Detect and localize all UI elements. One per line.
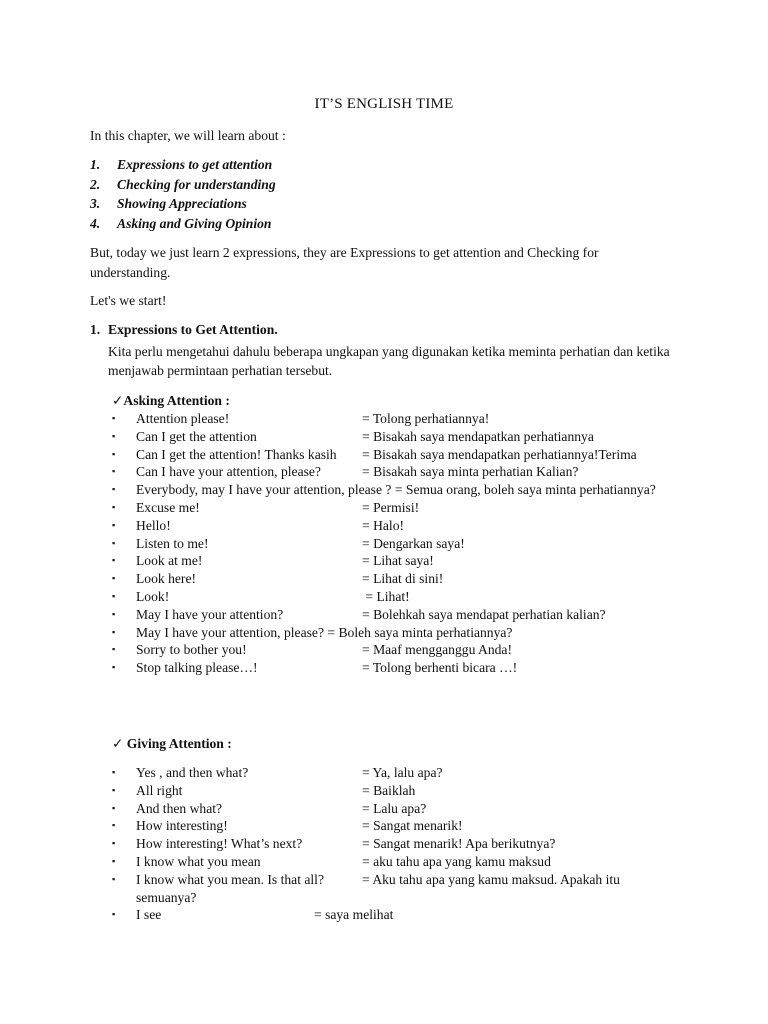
indonesian-translation: = Ya, lalu apa? (362, 765, 443, 780)
list-item (112, 906, 682, 924)
topic-label: Expressions to get attention (117, 157, 273, 172)
english-expression: May I have your attention, please? (136, 624, 324, 640)
indonesian-translation: = saya melihat (314, 907, 394, 923)
bullet-icon: ▪ (112, 590, 116, 601)
topic-label: Asking and Giving Opinion (117, 215, 272, 231)
list-item (112, 817, 682, 835)
english-expression: Yes , and then what? (136, 765, 249, 780)
english-expression: Look! (136, 588, 170, 604)
bullet-icon: ▪ (112, 573, 116, 584)
bullet-icon: ▪ (112, 644, 116, 655)
indonesian-translation: = Halo! (362, 517, 405, 533)
english-expression: How interesting! (136, 818, 228, 834)
indonesian-translation: = Sangat menarik! (362, 818, 463, 834)
indonesian-translation: = Tolong berhenti bicara …! (362, 660, 518, 676)
list-item (112, 552, 682, 570)
section-number: 1. (90, 322, 101, 337)
english-expression: Everybody, may I have your attention, please ? (136, 482, 392, 498)
bullet-icon: ▪ (112, 784, 116, 795)
indonesian-translation: = Lihat! (362, 588, 410, 604)
checkmark-icon: ✓ (112, 736, 124, 751)
bullet-icon: ▪ (112, 537, 116, 548)
bullet-icon: ▪ (112, 855, 116, 866)
start-text: Let's we start! (90, 293, 167, 308)
giving-attention-heading (112, 735, 232, 753)
topic-item (90, 156, 276, 176)
bullet-icon: ▪ (112, 802, 116, 813)
english-expression: Stop talking please…! (136, 660, 258, 676)
list-item (112, 871, 682, 907)
indonesian-translation: = Lihat di sini! (362, 571, 444, 587)
indonesian-translation: = Maaf mengganggu Anda! (362, 642, 512, 658)
list-item (112, 800, 682, 818)
bullet-icon: ▪ (112, 501, 116, 512)
english-expression: May I have your attention? (136, 606, 284, 622)
list-item (112, 570, 682, 588)
bullet-icon: ▪ (112, 413, 116, 423)
bullet-icon: ▪ (112, 838, 116, 849)
list-item (112, 410, 682, 428)
indonesian-translation: = Bisakah saya minta perhatian Kalian? (362, 464, 579, 480)
indonesian-translation: = Sangat menarik! Apa berikutnya? (362, 836, 556, 852)
indonesian-translation: = Tolong perhatiannya! (362, 411, 490, 426)
list-item (112, 481, 682, 499)
summary-paragraph: But, today we just learn 2 expressions, they are Expressions to get attention and Checking for understanding. (90, 245, 599, 280)
indonesian-translation: = aku tahu apa yang kamu maksud (362, 853, 551, 869)
english-expression: Listen to me! (136, 535, 209, 551)
giving-attention-list (112, 764, 682, 924)
bullet-icon: ▪ (112, 820, 116, 831)
asking-attention-heading (112, 392, 230, 410)
english-expression: Look here! (136, 571, 197, 587)
topic-item (90, 176, 276, 196)
topic-number: 2. (90, 176, 101, 192)
english-expression: I see (136, 907, 162, 923)
list-item (112, 428, 682, 446)
list-item (112, 782, 682, 800)
indonesian-translation: = Lalu apa? (362, 800, 427, 816)
asking-attention-title: Asking Attention : (123, 393, 230, 408)
bullet-icon: ▪ (112, 448, 116, 459)
asking-attention-list (112, 410, 682, 677)
english-expression: Can I get the attention! Thanks kasih (136, 446, 337, 462)
section-title: Expressions to Get Attention. (108, 322, 278, 337)
topic-number: 1. (90, 157, 101, 172)
checkmark-icon: ✓ (112, 393, 124, 408)
bullet-icon: ▪ (112, 466, 116, 477)
list-item (112, 535, 682, 553)
list-item (112, 853, 682, 871)
indonesian-translation: = Dengarkan saya! (362, 535, 465, 551)
english-expression: I know what you mean. Is that all? (136, 871, 324, 887)
english-expression: All right (136, 782, 183, 798)
english-expression: And then what? (136, 800, 223, 816)
english-expression: Hello! (136, 517, 171, 533)
english-expression: Can I get the attention (136, 428, 257, 444)
list-item (112, 659, 682, 677)
bullet-icon: ▪ (112, 873, 116, 884)
indonesian-translation: = Bisakah saya mendapatkan perhatiannya!Terima (362, 446, 637, 462)
bullet-icon: ▪ (112, 608, 116, 619)
list-item (112, 641, 682, 659)
bullet-icon: ▪ (112, 626, 116, 637)
english-expression: I know what you mean (136, 853, 261, 869)
bullet-icon: ▪ (112, 430, 116, 441)
topic-list (90, 156, 276, 234)
giving-attention-title: Giving Attention : (126, 736, 232, 751)
list-item (112, 588, 682, 606)
intro-text: In this chapter, we will learn about : (90, 128, 286, 143)
bullet-icon: ▪ (112, 909, 116, 920)
indonesian-translation: = Boleh saya minta perhatiannya? (327, 624, 513, 640)
topic-number: 3. (90, 196, 101, 211)
bullet-icon: ▪ (112, 484, 116, 495)
indonesian-translation: = Bolehkah saya mendapat perhatian kalian? (362, 606, 606, 622)
topic-label: Showing Appreciations (117, 196, 247, 211)
list-item (112, 517, 682, 535)
list-item (112, 624, 682, 642)
indonesian-translation: = Baiklah (362, 782, 416, 798)
indonesian-translation: = Aku tahu apa yang kamu maksud. Apakah itu semuanya? (136, 871, 620, 905)
page-title: IT’S ENGLISH TIME (314, 96, 454, 112)
indonesian-translation: = Permisi! (362, 499, 420, 515)
topic-item (90, 195, 276, 215)
bullet-icon: ▪ (112, 555, 116, 566)
list-item (112, 446, 682, 464)
topic-number: 4. (90, 215, 101, 231)
english-expression: Excuse me! (136, 499, 200, 515)
list-item (112, 499, 682, 517)
indonesian-translation: = Lihat saya! (362, 553, 434, 569)
list-item (112, 463, 682, 481)
topic-label: Checking for understanding (117, 176, 276, 192)
topic-item (90, 215, 276, 235)
english-expression: Can I have your attention, please? (136, 464, 321, 480)
bullet-icon: ▪ (112, 662, 116, 673)
list-item (112, 606, 682, 624)
indonesian-translation: = Semua orang, boleh saya minta perhatiannya? (394, 482, 656, 498)
section-description: Kita perlu mengetahui dahulu beberapa ungkapan yang digunakan ketika meminta perhatian dan ketika menjawab permintaan perhatian tersebut. (108, 344, 670, 378)
english-expression: How interesting! What’s next? (136, 836, 303, 852)
indonesian-translation: = Bisakah saya mendapatkan perhatiannya (362, 428, 594, 444)
english-expression: Look at me! (136, 553, 203, 569)
english-expression: Attention please! (136, 411, 230, 426)
section-heading (90, 321, 278, 339)
english-expression: Sorry to bother you! (136, 642, 247, 658)
bullet-icon: ▪ (112, 767, 116, 777)
list-item (112, 764, 682, 782)
bullet-icon: ▪ (112, 519, 116, 530)
list-item (112, 835, 682, 853)
